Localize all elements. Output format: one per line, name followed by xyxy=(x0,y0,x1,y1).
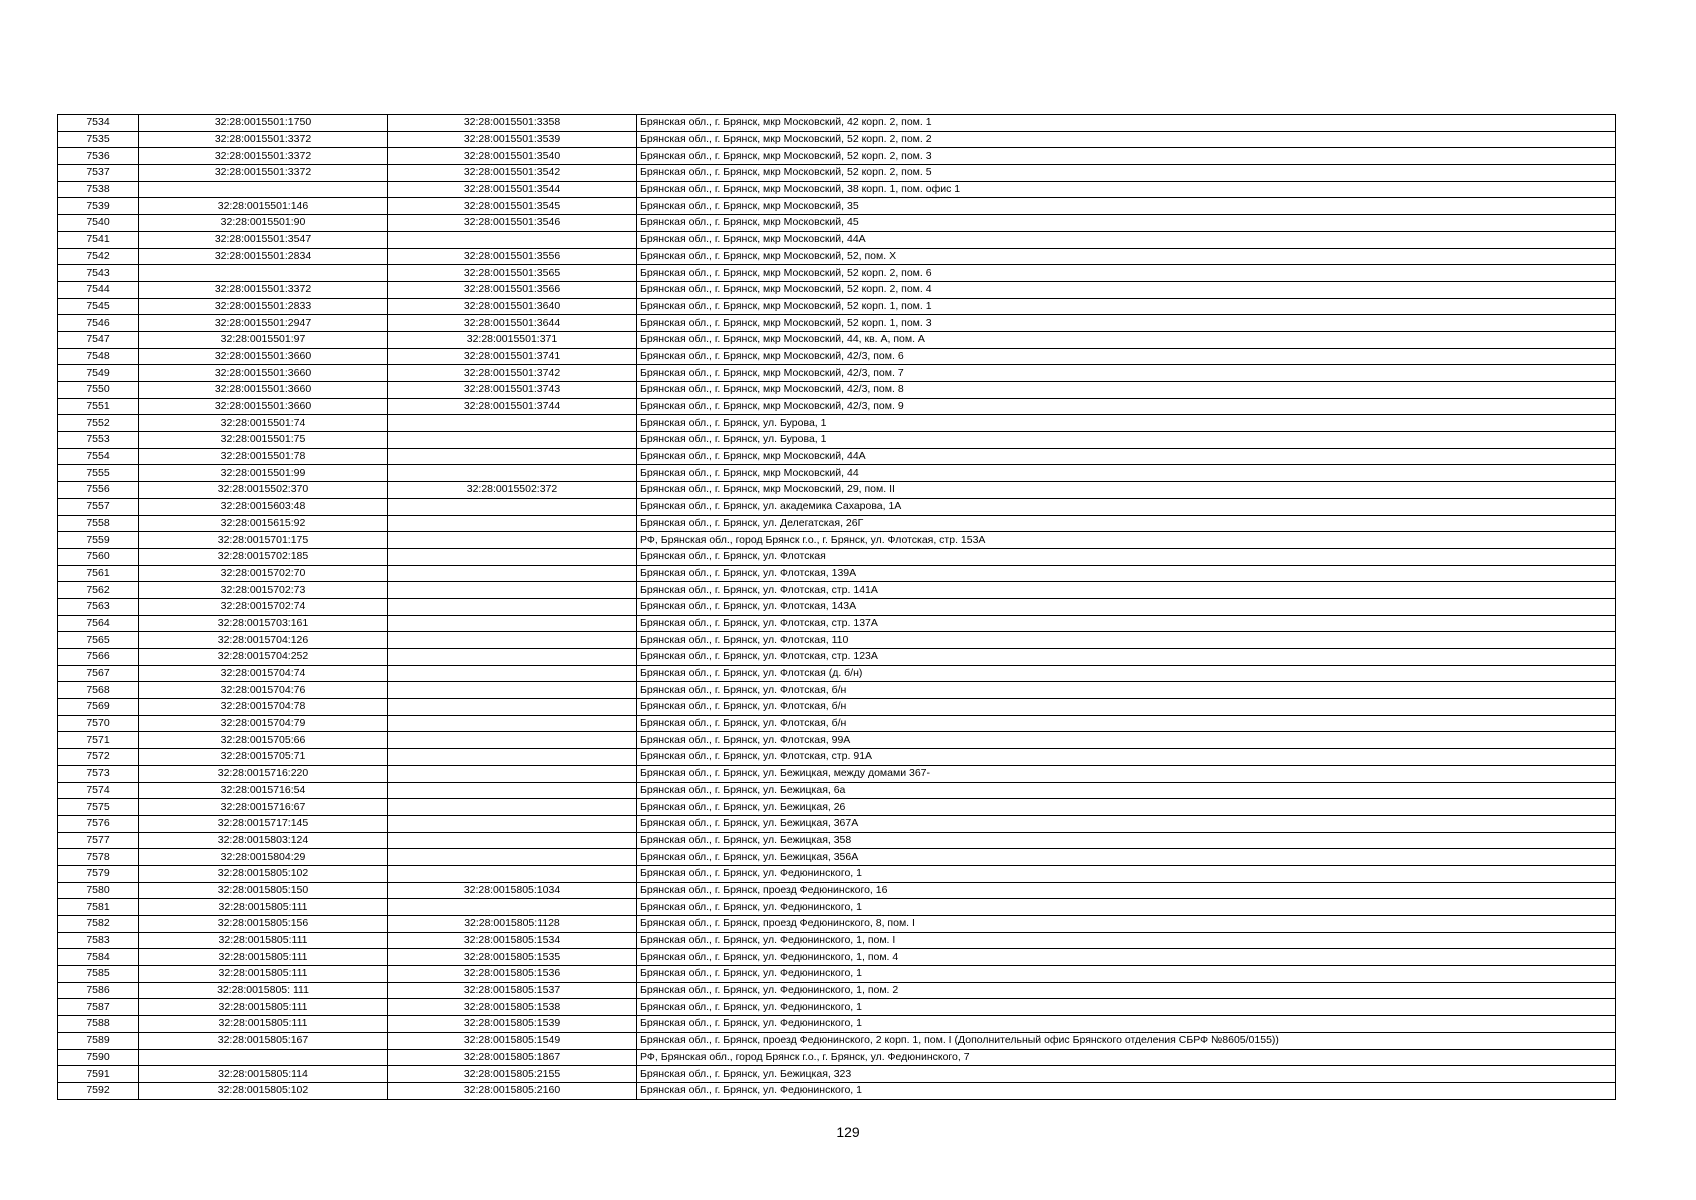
row-number-cell: 7567 xyxy=(58,665,139,682)
object-number-cell xyxy=(388,231,637,248)
table-row xyxy=(58,281,1616,298)
object-number-cell: 32:28:0015501:371 xyxy=(388,331,637,348)
row-number-cell: 7586 xyxy=(58,982,139,999)
cadastral-number-cell: 32:28:0015804:29 xyxy=(139,849,388,866)
cadastral-number-cell: 32:28:0015716:67 xyxy=(139,799,388,816)
table-row xyxy=(58,799,1616,816)
row-number-cell: 7575 xyxy=(58,799,139,816)
table-row xyxy=(58,865,1616,882)
address-cell: Брянская обл., г. Брянск, ул. Флотская xyxy=(637,548,1616,565)
address-cell: Брянская обл., г. Брянск, ул. академика Сахарова, 1А xyxy=(637,498,1616,515)
table-row xyxy=(58,682,1616,699)
row-number-cell: 7540 xyxy=(58,215,139,232)
table-row xyxy=(58,315,1616,332)
address-cell: Брянская обл., г. Брянск, ул. Бурова, 1 xyxy=(637,415,1616,432)
row-number-cell: 7565 xyxy=(58,632,139,649)
row-number-cell: 7556 xyxy=(58,482,139,499)
address-cell: Брянская обл., г. Брянск, ул. Федюнинского, 1, пом. 4 xyxy=(637,949,1616,966)
address-cell: Брянская обл., г. Брянск, мкр Московский, 52 корп. 2, пом. 3 xyxy=(637,148,1616,165)
row-number-cell: 7587 xyxy=(58,999,139,1016)
cadastral-number-cell xyxy=(139,1049,388,1066)
row-number-cell: 7557 xyxy=(58,498,139,515)
address-cell: Брянская обл., г. Брянск, мкр Московский, 42 корп. 2, пом. 1 xyxy=(637,115,1616,132)
address-cell: Брянская обл., г. Брянск, ул. Флотская, стр. 123А xyxy=(637,649,1616,666)
address-cell: Брянская обл., г. Брянск, ул. Бежицкая, 323 xyxy=(637,1066,1616,1083)
table-row xyxy=(58,448,1616,465)
records-table xyxy=(57,114,1616,1100)
object-number-cell xyxy=(388,598,637,615)
table-row xyxy=(58,398,1616,415)
cadastral-number-cell: 32:28:0015717:145 xyxy=(139,815,388,832)
cadastral-number-cell: 32:28:0015805:111 xyxy=(139,999,388,1016)
row-number-cell: 7566 xyxy=(58,649,139,666)
object-number-cell: 32:28:0015501:3556 xyxy=(388,248,637,265)
row-number-cell: 7564 xyxy=(58,615,139,632)
row-number-cell: 7585 xyxy=(58,966,139,983)
cadastral-number-cell: 32:28:0015716:54 xyxy=(139,782,388,799)
row-number-cell: 7591 xyxy=(58,1066,139,1083)
object-number-cell: 32:28:0015501:3742 xyxy=(388,365,637,382)
object-number-cell xyxy=(388,649,637,666)
cadastral-number-cell: 32:28:0015805:156 xyxy=(139,916,388,933)
row-number-cell: 7546 xyxy=(58,315,139,332)
address-cell: Брянская обл., г. Брянск, ул. Делегатская, 26Г xyxy=(637,515,1616,532)
address-cell: Брянская обл., г. Брянск, ул. Флотская, б/н xyxy=(637,682,1616,699)
address-cell: Брянская обл., г. Брянск, ул. Федюнинского, 1 xyxy=(637,1082,1616,1099)
address-cell: Брянская обл., г. Брянск, ул. Флотская, стр. 137А xyxy=(637,615,1616,632)
cadastral-number-cell: 32:28:0015803:124 xyxy=(139,832,388,849)
object-number-cell: 32:28:0015805:1538 xyxy=(388,999,637,1016)
cadastral-number-cell: 32:28:0015501:1750 xyxy=(139,115,388,132)
cadastral-number-cell: 32:28:0015702:73 xyxy=(139,582,388,599)
cadastral-number-cell: 32:28:0015501:3660 xyxy=(139,398,388,415)
address-cell: Брянская обл., г. Брянск, ул. Федюнинского, 1 xyxy=(637,865,1616,882)
address-cell: РФ, Брянская обл., город Брянск г.о., г. Брянск, ул. Федюнинского, 7 xyxy=(637,1049,1616,1066)
address-cell: Брянская обл., г. Брянск, ул. Федюнинского, 1, пом. I xyxy=(637,932,1616,949)
cadastral-number-cell: 32:28:0015704:78 xyxy=(139,699,388,716)
row-number-cell: 7580 xyxy=(58,882,139,899)
row-number-cell: 7552 xyxy=(58,415,139,432)
row-number-cell: 7545 xyxy=(58,298,139,315)
address-cell: Брянская обл., г. Брянск, мкр Московский, 42/3, пом. 8 xyxy=(637,382,1616,399)
table-row xyxy=(58,498,1616,515)
table-row xyxy=(58,148,1616,165)
table-row xyxy=(58,548,1616,565)
row-number-cell: 7578 xyxy=(58,849,139,866)
row-number-cell: 7582 xyxy=(58,916,139,933)
cadastral-number-cell: 32:28:0015805:111 xyxy=(139,899,388,916)
table-row xyxy=(58,649,1616,666)
address-cell: Брянская обл., г. Брянск, ул. Бежицкая, 6а xyxy=(637,782,1616,799)
object-number-cell: 32:28:0015805:2155 xyxy=(388,1066,637,1083)
row-number-cell: 7570 xyxy=(58,715,139,732)
row-number-cell: 7563 xyxy=(58,598,139,615)
row-number-cell: 7550 xyxy=(58,382,139,399)
row-number-cell: 7549 xyxy=(58,365,139,382)
object-number-cell: 32:28:0015805:1128 xyxy=(388,916,637,933)
object-number-cell: 32:28:0015501:3542 xyxy=(388,165,637,182)
table-row xyxy=(58,131,1616,148)
table-row xyxy=(58,582,1616,599)
object-number-cell: 32:28:0015501:3358 xyxy=(388,115,637,132)
cadastral-number-cell: 32:28:0015703:161 xyxy=(139,615,388,632)
object-number-cell xyxy=(388,682,637,699)
object-number-cell: 32:28:0015805:1539 xyxy=(388,1016,637,1033)
object-number-cell xyxy=(388,699,637,716)
address-cell: Брянская обл., г. Брянск, мкр Московский, 52 корп. 1, пом. 1 xyxy=(637,298,1616,315)
row-number-cell: 7579 xyxy=(58,865,139,882)
address-cell: Брянская обл., г. Брянск, мкр Московский, 42/3, пом. 7 xyxy=(637,365,1616,382)
table-row xyxy=(58,482,1616,499)
object-number-cell: 32:28:0015805:1536 xyxy=(388,966,637,983)
object-number-cell: 32:28:0015805:1867 xyxy=(388,1049,637,1066)
cadastral-number-cell: 32:28:0015501:74 xyxy=(139,415,388,432)
cadastral-number-cell: 32:28:0015704:252 xyxy=(139,649,388,666)
row-number-cell: 7562 xyxy=(58,582,139,599)
cadastral-number-cell: 32:28:0015805:102 xyxy=(139,1082,388,1099)
address-cell: Брянская обл., г. Брянск, ул. Федюнинского, 1, пом. 2 xyxy=(637,982,1616,999)
object-number-cell: 32:28:0015501:3741 xyxy=(388,348,637,365)
row-number-cell: 7536 xyxy=(58,148,139,165)
row-number-cell: 7588 xyxy=(58,1016,139,1033)
address-cell: Брянская обл., г. Брянск, ул. Бурова, 1 xyxy=(637,432,1616,449)
table-row xyxy=(58,782,1616,799)
address-cell: Брянская обл., г. Брянск, мкр Московский, 45 xyxy=(637,215,1616,232)
object-number-cell xyxy=(388,548,637,565)
table-row xyxy=(58,949,1616,966)
table-row xyxy=(58,231,1616,248)
table-row xyxy=(58,298,1616,315)
object-number-cell xyxy=(388,765,637,782)
row-number-cell: 7589 xyxy=(58,1032,139,1049)
address-cell: Брянская обл., г. Брянск, ул. Бежицкая, между домами 367- xyxy=(637,765,1616,782)
address-cell: Брянская обл., г. Брянск, мкр Московский, 35 xyxy=(637,198,1616,215)
object-number-cell xyxy=(388,415,637,432)
table-row xyxy=(58,115,1616,132)
table-row xyxy=(58,532,1616,549)
cadastral-number-cell: 32:28:0015501:90 xyxy=(139,215,388,232)
row-number-cell: 7551 xyxy=(58,398,139,415)
row-number-cell: 7558 xyxy=(58,515,139,532)
row-number-cell: 7539 xyxy=(58,198,139,215)
table-row xyxy=(58,999,1616,1016)
table-row xyxy=(58,699,1616,716)
cadastral-number-cell: 32:28:0015501:3660 xyxy=(139,382,388,399)
cadastral-number-cell: 32:28:0015702:70 xyxy=(139,565,388,582)
object-number-cell: 32:28:0015501:3540 xyxy=(388,148,637,165)
address-cell: Брянская обл., г. Брянск, мкр Московский, 52, пом. X xyxy=(637,248,1616,265)
table-row xyxy=(58,1082,1616,1099)
address-cell: Брянская обл., г. Брянск, ул. Федюнинского, 1 xyxy=(637,966,1616,983)
table-row xyxy=(58,899,1616,916)
table-row xyxy=(58,598,1616,615)
table-row xyxy=(58,982,1616,999)
address-cell: Брянская обл., г. Брянск, мкр Московский, 52 корп. 2, пом. 4 xyxy=(637,281,1616,298)
object-number-cell xyxy=(388,582,637,599)
object-number-cell xyxy=(388,815,637,832)
table-row xyxy=(58,916,1616,933)
table-row xyxy=(58,765,1616,782)
address-cell: Брянская обл., г. Брянск, мкр Московский, 44, кв. А, пом. А xyxy=(637,331,1616,348)
cadastral-number-cell: 32:28:0015501:2833 xyxy=(139,298,388,315)
object-number-cell xyxy=(388,849,637,866)
cadastral-number-cell: 32:28:0015501:2834 xyxy=(139,248,388,265)
cadastral-number-cell: 32:28:0015704:76 xyxy=(139,682,388,699)
address-cell: Брянская обл., г. Брянск, проезд Федюнинского, 2 корп. 1, пом. I (Дополнительный офис Брянского отделения СБРФ №8605/0155)) xyxy=(637,1032,1616,1049)
object-number-cell xyxy=(388,632,637,649)
address-cell: Брянская обл., г. Брянск, ул. Флотская, б/н xyxy=(637,699,1616,716)
address-cell: Брянская обл., г. Брянск, ул. Бежицкая, 356А xyxy=(637,849,1616,866)
cadastral-number-cell: 32:28:0015502:370 xyxy=(139,482,388,499)
row-number-cell: 7560 xyxy=(58,548,139,565)
cadastral-number-cell: 32:28:0015501:3547 xyxy=(139,231,388,248)
row-number-cell: 7569 xyxy=(58,699,139,716)
object-number-cell: 32:28:0015805:1534 xyxy=(388,932,637,949)
cadastral-number-cell: 32:28:0015501:3372 xyxy=(139,281,388,298)
cadastral-number-cell: 32:28:0015805:167 xyxy=(139,1032,388,1049)
row-number-cell: 7555 xyxy=(58,465,139,482)
cadastral-number-cell: 32:28:0015501:146 xyxy=(139,198,388,215)
address-cell: Брянская обл., г. Брянск, мкр Московский, 52 корп. 2, пом. 5 xyxy=(637,165,1616,182)
address-cell: Брянская обл., г. Брянск, ул. Флотская, 139А xyxy=(637,565,1616,582)
row-number-cell: 7541 xyxy=(58,231,139,248)
address-cell: Брянская обл., г. Брянск, мкр Московский, 42/3, пом. 9 xyxy=(637,398,1616,415)
object-number-cell xyxy=(388,532,637,549)
object-number-cell: 32:28:0015502:372 xyxy=(388,482,637,499)
row-number-cell: 7534 xyxy=(58,115,139,132)
table-row xyxy=(58,715,1616,732)
table-row xyxy=(58,732,1616,749)
address-cell: Брянская обл., г. Брянск, мкр Московский, 52 корп. 1, пом. 3 xyxy=(637,315,1616,332)
table-row xyxy=(58,932,1616,949)
address-cell: Брянская обл., г. Брянск, мкр Московский, 29, пом. II xyxy=(637,482,1616,499)
table-row xyxy=(58,215,1616,232)
object-number-cell xyxy=(388,448,637,465)
object-number-cell xyxy=(388,465,637,482)
object-number-cell xyxy=(388,732,637,749)
object-number-cell xyxy=(388,498,637,515)
cadastral-number-cell: 32:28:0015705:66 xyxy=(139,732,388,749)
object-number-cell: 32:28:0015805:1034 xyxy=(388,882,637,899)
cadastral-number-cell: 32:28:0015805: 111 xyxy=(139,982,388,999)
cadastral-number-cell: 32:28:0015702:74 xyxy=(139,598,388,615)
cadastral-number-cell: 32:28:0015805:111 xyxy=(139,932,388,949)
object-number-cell: 32:28:0015805:1537 xyxy=(388,982,637,999)
table-row xyxy=(58,1032,1616,1049)
object-number-cell: 32:28:0015805:1549 xyxy=(388,1032,637,1049)
table-row xyxy=(58,1066,1616,1083)
table-row xyxy=(58,181,1616,198)
cadastral-number-cell: 32:28:0015704:74 xyxy=(139,665,388,682)
table-row xyxy=(58,465,1616,482)
cadastral-number-cell: 32:28:0015501:3372 xyxy=(139,165,388,182)
address-cell: Брянская обл., г. Брянск, ул. Флотская, 99А xyxy=(637,732,1616,749)
row-number-cell: 7568 xyxy=(58,682,139,699)
table-row xyxy=(58,415,1616,432)
address-cell: Брянская обл., г. Брянск, ул. Флотская, стр. 141А xyxy=(637,582,1616,599)
cadastral-number-cell: 32:28:0015501:97 xyxy=(139,331,388,348)
table-row xyxy=(58,749,1616,766)
address-cell: Брянская обл., г. Брянск, мкр Московский, 44А xyxy=(637,448,1616,465)
row-number-cell: 7548 xyxy=(58,348,139,365)
address-cell: Брянская обл., г. Брянск, ул. Бежицкая, 367А xyxy=(637,815,1616,832)
row-number-cell: 7576 xyxy=(58,815,139,832)
cadastral-number-cell: 32:28:0015501:99 xyxy=(139,465,388,482)
address-cell: Брянская обл., г. Брянск, ул. Федюнинского, 1 xyxy=(637,899,1616,916)
object-number-cell xyxy=(388,749,637,766)
address-cell: Брянская обл., г. Брянск, ул. Флотская, стр. 91А xyxy=(637,749,1616,766)
object-number-cell: 32:28:0015501:3546 xyxy=(388,215,637,232)
table-row xyxy=(58,348,1616,365)
address-cell: Брянская обл., г. Брянск, ул. Бежицкая, 358 xyxy=(637,832,1616,849)
cadastral-number-cell: 32:28:0015501:3660 xyxy=(139,348,388,365)
address-cell: Брянская обл., г. Брянск, ул. Флотская, б/н xyxy=(637,715,1616,732)
row-number-cell: 7559 xyxy=(58,532,139,549)
table-row xyxy=(58,966,1616,983)
cadastral-number-cell: 32:28:0015702:185 xyxy=(139,548,388,565)
row-number-cell: 7561 xyxy=(58,565,139,582)
table-row xyxy=(58,265,1616,282)
table-row xyxy=(58,849,1616,866)
object-number-cell xyxy=(388,782,637,799)
object-number-cell xyxy=(388,715,637,732)
table-row xyxy=(58,615,1616,632)
page-number: 129 xyxy=(836,1124,860,1140)
object-number-cell: 32:28:0015501:3640 xyxy=(388,298,637,315)
object-number-cell xyxy=(388,615,637,632)
table-row xyxy=(58,515,1616,532)
cadastral-number-cell: 32:28:0015501:2947 xyxy=(139,315,388,332)
object-number-cell xyxy=(388,515,637,532)
object-number-cell: 32:28:0015501:3566 xyxy=(388,281,637,298)
object-number-cell: 32:28:0015805:1535 xyxy=(388,949,637,966)
table-row xyxy=(58,832,1616,849)
row-number-cell: 7574 xyxy=(58,782,139,799)
cadastral-number-cell: 32:28:0015501:3660 xyxy=(139,365,388,382)
row-number-cell: 7581 xyxy=(58,899,139,916)
table-row xyxy=(58,165,1616,182)
row-number-cell: 7543 xyxy=(58,265,139,282)
cadastral-number-cell: 32:28:0015805:111 xyxy=(139,1016,388,1033)
cadastral-number-cell: 32:28:0015805:114 xyxy=(139,1066,388,1083)
row-number-cell: 7584 xyxy=(58,949,139,966)
row-number-cell: 7590 xyxy=(58,1049,139,1066)
cadastral-number-cell: 32:28:0015716:220 xyxy=(139,765,388,782)
address-cell: Брянская обл., г. Брянск, ул. Флотская, 110 xyxy=(637,632,1616,649)
table-row xyxy=(58,198,1616,215)
table-row xyxy=(58,1049,1616,1066)
cadastral-number-cell: 32:28:0015701:175 xyxy=(139,532,388,549)
cadastral-number-cell: 32:28:0015501:3372 xyxy=(139,131,388,148)
object-number-cell: 32:28:0015805:2160 xyxy=(388,1082,637,1099)
cadastral-number-cell xyxy=(139,181,388,198)
table-row xyxy=(58,331,1616,348)
row-number-cell: 7544 xyxy=(58,281,139,298)
table-row xyxy=(58,248,1616,265)
cadastral-number-cell: 32:28:0015805:102 xyxy=(139,865,388,882)
address-cell: Брянская обл., г. Брянск, мкр Московский, 52 корп. 2, пом. 6 xyxy=(637,265,1616,282)
row-number-cell: 7535 xyxy=(58,131,139,148)
object-number-cell: 32:28:0015501:3744 xyxy=(388,398,637,415)
table-row xyxy=(58,365,1616,382)
address-cell: Брянская обл., г. Брянск, ул. Флотская, 143А xyxy=(637,598,1616,615)
address-cell: Брянская обл., г. Брянск, ул. Бежицкая, 26 xyxy=(637,799,1616,816)
row-number-cell: 7572 xyxy=(58,749,139,766)
cadastral-number-cell: 32:28:0015704:126 xyxy=(139,632,388,649)
object-number-cell xyxy=(388,865,637,882)
cadastral-number-cell: 32:28:0015805:111 xyxy=(139,949,388,966)
object-number-cell xyxy=(388,799,637,816)
address-cell: Брянская обл., г. Брянск, мкр Московский, 38 корп. 1, пом. офис 1 xyxy=(637,181,1616,198)
records-table-body xyxy=(58,115,1616,1100)
cadastral-number-cell xyxy=(139,265,388,282)
cadastral-number-cell: 32:28:0015501:78 xyxy=(139,448,388,465)
cadastral-number-cell: 32:28:0015704:79 xyxy=(139,715,388,732)
object-number-cell: 32:28:0015501:3565 xyxy=(388,265,637,282)
row-number-cell: 7542 xyxy=(58,248,139,265)
address-cell: Брянская обл., г. Брянск, мкр Московский, 52 корп. 2, пом. 2 xyxy=(637,131,1616,148)
object-number-cell: 32:28:0015501:3539 xyxy=(388,131,637,148)
cadastral-number-cell: 32:28:0015805:150 xyxy=(139,882,388,899)
object-number-cell xyxy=(388,432,637,449)
cadastral-number-cell: 32:28:0015805:111 xyxy=(139,966,388,983)
address-cell: Брянская обл., г. Брянск, мкр Московский, 42/3, пом. 6 xyxy=(637,348,1616,365)
table-row xyxy=(58,432,1616,449)
row-number-cell: 7547 xyxy=(58,331,139,348)
object-number-cell: 32:28:0015501:3544 xyxy=(388,181,637,198)
cadastral-number-cell: 32:28:0015501:75 xyxy=(139,432,388,449)
row-number-cell: 7571 xyxy=(58,732,139,749)
object-number-cell xyxy=(388,565,637,582)
cadastral-number-cell: 32:28:0015705:71 xyxy=(139,749,388,766)
object-number-cell xyxy=(388,899,637,916)
row-number-cell: 7592 xyxy=(58,1082,139,1099)
address-cell: Брянская обл., г. Брянск, мкр Московский, 44А xyxy=(637,231,1616,248)
object-number-cell: 32:28:0015501:3545 xyxy=(388,198,637,215)
cadastral-number-cell: 32:28:0015603:48 xyxy=(139,498,388,515)
object-number-cell: 32:28:0015501:3644 xyxy=(388,315,637,332)
address-cell: Брянская обл., г. Брянск, ул. Федюнинского, 1 xyxy=(637,999,1616,1016)
row-number-cell: 7577 xyxy=(58,832,139,849)
address-cell: Брянская обл., г. Брянск, мкр Московский, 44 xyxy=(637,465,1616,482)
row-number-cell: 7538 xyxy=(58,181,139,198)
table-row xyxy=(58,882,1616,899)
table-row xyxy=(58,632,1616,649)
address-cell: Брянская обл., г. Брянск, ул. Федюнинского, 1 xyxy=(637,1016,1616,1033)
object-number-cell xyxy=(388,665,637,682)
row-number-cell: 7583 xyxy=(58,932,139,949)
row-number-cell: 7573 xyxy=(58,765,139,782)
cadastral-number-cell: 32:28:0015615:92 xyxy=(139,515,388,532)
table-row xyxy=(58,815,1616,832)
row-number-cell: 7554 xyxy=(58,448,139,465)
table-row xyxy=(58,565,1616,582)
table-row xyxy=(58,665,1616,682)
row-number-cell: 7537 xyxy=(58,165,139,182)
table-row xyxy=(58,1016,1616,1033)
cadastral-number-cell: 32:28:0015501:3372 xyxy=(139,148,388,165)
address-cell: Брянская обл., г. Брянск, проезд Федюнинского, 16 xyxy=(637,882,1616,899)
object-number-cell: 32:28:0015501:3743 xyxy=(388,382,637,399)
row-number-cell: 7553 xyxy=(58,432,139,449)
table-row xyxy=(58,382,1616,399)
address-cell: Брянская обл., г. Брянск, ул. Флотская (д. б/н) xyxy=(637,665,1616,682)
address-cell: РФ, Брянская обл., город Брянск г.о., г. Брянск, ул. Флотская, стр. 153А xyxy=(637,532,1616,549)
address-cell: Брянская обл., г. Брянск, проезд Федюнинского, 8, пом. I xyxy=(637,916,1616,933)
object-number-cell xyxy=(388,832,637,849)
